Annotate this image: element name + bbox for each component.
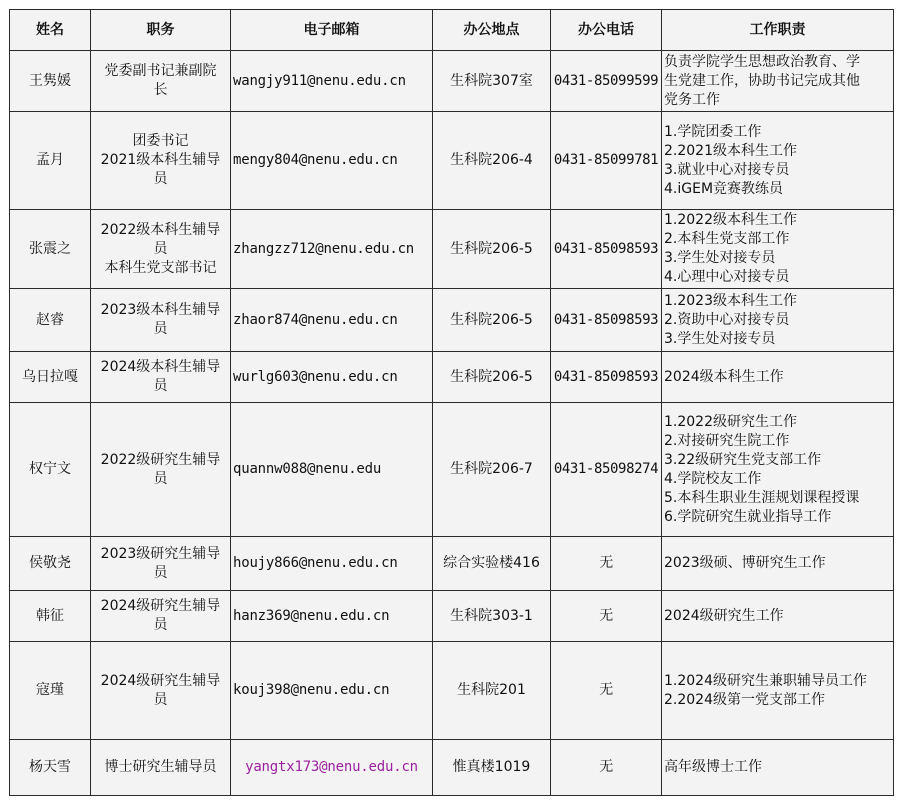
staff-role [91, 210, 231, 289]
staff-role [91, 289, 231, 352]
staff-role [91, 642, 231, 740]
staff-name: 赵睿 [10, 289, 91, 352]
staff-email-link[interactable]: kouj398@nenu.edu.cn [231, 642, 433, 740]
staff-name: 权宁文 [10, 403, 91, 537]
staff-duty-line: 1.学院团委工作 [664, 123, 762, 140]
staff-office: 生科院303-1 [433, 591, 551, 642]
staff-email-link[interactable]: houjy866@nenu.edu.cn [231, 537, 433, 591]
staff-phone: 0431-85099599 [551, 51, 662, 112]
staff-role-line: 员 [153, 617, 168, 633]
staff-table [9, 9, 894, 796]
staff-name: 孟月 [10, 112, 91, 210]
staff-duty-line: 2.本科生党支部工作 [664, 231, 790, 247]
staff-phone: 0431-85098593 [551, 210, 662, 289]
staff-office: 生科院307室 [433, 51, 551, 112]
staff-role-line: 2023级研究生辅导 [100, 545, 221, 562]
staff-office: 生科院206-4 [433, 112, 551, 210]
staff-role-line: 长 [153, 82, 168, 98]
table-row [10, 352, 894, 403]
staff-duty [662, 210, 894, 289]
staff-duty-line: 4.学院校友工作 [664, 470, 762, 487]
staff-role-line: 员 [153, 171, 168, 187]
staff-role-line: 员 [153, 240, 168, 257]
staff-role [91, 403, 231, 537]
staff-duty-line: 1.2023级本科生工作 [664, 292, 797, 309]
staff-duty-line: 5.本科生职业生涯规划课程授课 [664, 489, 860, 506]
staff-duty [662, 740, 894, 796]
staff-role [91, 591, 231, 642]
staff-role-line: 2024级研究生辅导 [100, 598, 221, 614]
staff-duty [662, 537, 894, 591]
staff-duty [662, 112, 894, 210]
staff-role-line: 2021级本科生辅导 [100, 152, 221, 168]
staff-email-link[interactable]: wangjy911@nenu.edu.cn [231, 51, 433, 112]
header-office: 办公地点 [433, 10, 551, 51]
staff-duty [662, 403, 894, 537]
staff-duty [662, 352, 894, 403]
header-email: 电子邮箱 [231, 10, 433, 51]
staff-duty-line: 2.2021级本科生工作 [664, 142, 797, 159]
staff-duty-line: 高年级博士工作 [664, 759, 762, 775]
staff-office: 生科院206-7 [433, 403, 551, 537]
staff-duty-line: 2.资助中心对接专员 [664, 311, 790, 328]
staff-phone: 无 [551, 591, 662, 642]
table-row [10, 642, 894, 740]
table-row [10, 112, 894, 210]
staff-duty-line: 2024级研究生工作 [664, 607, 784, 624]
staff-name: 寇瑾 [10, 642, 91, 740]
staff-role [91, 112, 231, 210]
header-role: 职务 [91, 10, 231, 51]
staff-name: 韩征 [10, 591, 91, 642]
staff-duty-line: 2.对接研究生院工作 [664, 432, 790, 449]
table-row [10, 289, 894, 352]
table-row [10, 403, 894, 537]
staff-duty-line: 2023级硕、博研究生工作 [664, 555, 826, 571]
staff-role-line: 员 [153, 378, 168, 394]
staff-role-line: 2024级研究生辅导 [100, 672, 221, 689]
staff-duty-line: 1.2022级本科生工作 [664, 212, 797, 228]
staff-phone: 0431-85098274 [551, 403, 662, 537]
staff-role [91, 352, 231, 403]
staff-phone: 0431-85098593 [551, 289, 662, 352]
staff-role [91, 537, 231, 591]
header-phone: 办公电话 [551, 10, 662, 51]
staff-duty-line: 6.学院研究生就业指导工作 [664, 508, 832, 525]
table-row [10, 740, 894, 796]
table-row [10, 591, 894, 642]
staff-duty [662, 51, 894, 112]
staff-duty-line: 负责学院学生思想政治教育、学 [664, 53, 860, 70]
staff-role-line: 2022级研究生辅导 [100, 451, 221, 468]
staff-email-link[interactable]: hanz369@nenu.edu.cn [231, 591, 433, 642]
staff-office: 生科院201 [433, 642, 551, 740]
header-duty: 工作职责 [662, 10, 894, 51]
staff-duty-line: 党务工作 [664, 91, 720, 108]
staff-office: 综合实验楼416 [433, 537, 551, 591]
staff-office: 惟真楼1019 [433, 740, 551, 796]
staff-duty [662, 289, 894, 352]
table-row [10, 537, 894, 591]
staff-role [91, 740, 231, 796]
staff-name: 侯敬尧 [10, 537, 91, 591]
staff-role-line: 团委书记 [132, 133, 189, 149]
staff-phone: 无 [551, 740, 662, 796]
staff-office: 生科院206-5 [433, 289, 551, 352]
staff-name: 杨天雪 [10, 740, 91, 796]
staff-duty-line: 1.2024级研究生兼职辅导员工作 [664, 672, 867, 689]
staff-role-line: 2024级本科生辅导 [100, 359, 221, 375]
staff-duty [662, 591, 894, 642]
staff-duty-line: 3.22级研究生党支部工作 [664, 451, 822, 468]
staff-role-line: 员 [153, 564, 168, 581]
staff-phone: 无 [551, 537, 662, 591]
staff-duty [662, 642, 894, 740]
staff-role-line: 员 [153, 321, 168, 337]
staff-duty-line: 生党建工作，协助书记完成其他 [664, 72, 860, 89]
table-row [10, 51, 894, 112]
staff-phone: 0431-85099781 [551, 112, 662, 210]
staff-role-line: 本科生党支部书记 [104, 259, 217, 276]
staff-email-link[interactable]: yangtx173@nenu.edu.cn [231, 740, 433, 796]
staff-duty-line: 3.学生处对接专员 [664, 250, 776, 266]
table-row [10, 210, 894, 289]
staff-role-line: 员 [153, 470, 168, 487]
staff-table-body [10, 51, 894, 796]
staff-email-link[interactable]: mengy804@nenu.edu.cn [231, 112, 433, 210]
staff-role [91, 51, 231, 112]
staff-name: 张震之 [10, 210, 91, 289]
staff-duty-line: 2.2024级第一党支部工作 [664, 691, 825, 708]
staff-email-link[interactable]: quannw088@nenu.edu [231, 403, 433, 537]
staff-role-line: 博士研究生辅导员 [104, 759, 217, 775]
staff-email-link[interactable]: zhaor874@nenu.edu.cn [231, 289, 433, 352]
staff-role-line: 2023级本科生辅导 [100, 302, 221, 318]
staff-duty-line: 2024级本科生工作 [664, 368, 784, 385]
staff-duty-line: 3.就业中心对接专员 [664, 161, 790, 178]
staff-name: 王隽媛 [10, 51, 91, 112]
header-name: 姓名 [10, 10, 91, 51]
header-row [10, 10, 894, 51]
staff-duty-line: 1.2022级研究生工作 [664, 413, 797, 430]
staff-phone: 无 [551, 642, 662, 740]
staff-role-line: 2022级本科生辅导 [100, 221, 221, 238]
staff-phone: 0431-85098593 [551, 352, 662, 403]
staff-role-line: 党委副书记兼副院 [104, 63, 217, 79]
staff-office: 生科院206-5 [433, 210, 551, 289]
staff-duty-line: 4.iGEM竞赛教练员 [664, 180, 784, 197]
staff-name: 乌日拉嘎 [10, 352, 91, 403]
staff-office: 生科院206-5 [433, 352, 551, 403]
staff-email-link[interactable]: wurlg603@nenu.edu.cn [231, 352, 433, 403]
staff-role-line: 员 [153, 691, 168, 708]
staff-duty-line: 3.学生处对接专员 [664, 330, 776, 347]
staff-email-link[interactable]: zhangzz712@nenu.edu.cn [231, 210, 433, 289]
staff-duty-line: 4.心理中心对接专员 [664, 269, 790, 285]
